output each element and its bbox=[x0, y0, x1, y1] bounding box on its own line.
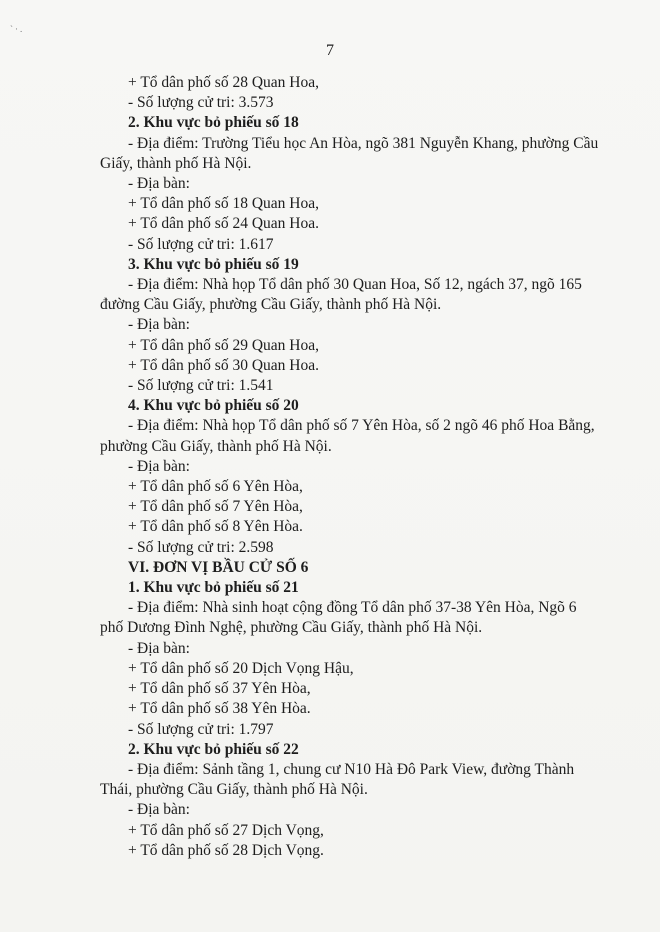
text-line-continuation: Giấy, thành phố Hà Nội. bbox=[100, 154, 252, 172]
text-line-continuation: đường Cầu Giấy, phường Cầu Giấy, thành phố Hà Nội. bbox=[100, 296, 442, 314]
text-line: - Số lượng cử tri: 2.598 bbox=[128, 538, 274, 556]
text-line: + Tổ dân phố số 29 Quan Hoa, bbox=[128, 336, 319, 354]
text-line: - Số lượng cử tri: 3.573 bbox=[128, 94, 274, 112]
text-line-continuation: phường Cầu Giấy, thành phố Hà Nội. bbox=[100, 437, 332, 455]
text-line: - Địa điểm: Trường Tiểu học An Hòa, ngõ 381 Nguyễn Khang, phường Cầu bbox=[128, 134, 599, 152]
text-line: + Tổ dân phố số 28 Quan Hoa, bbox=[128, 74, 319, 91]
text-line: + Tổ dân phố số 7 Yên Hòa, bbox=[128, 498, 303, 516]
text-line: + Tổ dân phố số 6 Yên Hòa, bbox=[128, 478, 303, 496]
text-line: + Tổ dân phố số 28 Dịch Vọng. bbox=[128, 841, 324, 859]
text-line: - Số lượng cử tri: 1.617 bbox=[128, 235, 274, 253]
text-line: - Địa bàn: bbox=[128, 175, 190, 193]
text-line: - Địa điểm: Nhà họp Tổ dân phố 30 Quan Hoa, Số 12, ngách 37, ngõ 165 bbox=[128, 276, 582, 294]
text-line: + Tổ dân phố số 24 Quan Hoa. bbox=[128, 215, 319, 233]
text-line: - Địa bàn: bbox=[128, 457, 190, 475]
scan-speck: `·. bbox=[10, 24, 25, 34]
section-heading: 1. Khu vực bỏ phiếu số 21 bbox=[128, 579, 299, 597]
text-line: + Tổ dân phố số 37 Yên Hòa, bbox=[128, 680, 311, 698]
text-line-continuation: Thái, phường Cầu Giấy, thành phố Hà Nội. bbox=[100, 781, 368, 799]
text-line: - Địa bàn: bbox=[128, 801, 190, 819]
section-heading: 4. Khu vực bỏ phiếu số 20 bbox=[128, 397, 299, 415]
text-line: - Địa điểm: Sảnh tầng 1, chung cư N10 Hà Đô Park View, đường Thành bbox=[128, 760, 575, 778]
text-line: + Tổ dân phố số 18 Quan Hoa, bbox=[128, 195, 319, 213]
text-line: - Địa điểm: Nhà sinh hoạt cộng đồng Tổ dân phố 37-38 Yên Hòa, Ngõ 6 bbox=[128, 599, 577, 617]
text-line-continuation: phố Dương Đình Nghệ, phường Cầu Giấy, thành phố Hà Nội. bbox=[100, 619, 483, 637]
text-line: - Số lượng cử tri: 1.797 bbox=[128, 720, 274, 738]
text-line: - Địa điểm: Nhà họp Tổ dân phố số 7 Yên Hòa, số 2 ngõ 46 phố Hoa Bằng, bbox=[128, 417, 595, 435]
text-line: - Địa bàn: bbox=[128, 639, 190, 657]
document-body bbox=[100, 73, 608, 861]
section-heading: 2. Khu vực bỏ phiếu số 18 bbox=[128, 114, 299, 132]
text-line: + Tổ dân phố số 8 Yên Hòa. bbox=[128, 518, 303, 536]
text-line: - Số lượng cử tri: 1.541 bbox=[128, 377, 274, 395]
text-line: + Tổ dân phố số 20 Dịch Vọng Hậu, bbox=[128, 659, 354, 677]
section-heading: VI. ĐƠN VỊ BẦU CỬ SỐ 6 bbox=[128, 558, 309, 576]
text-line: - Địa bàn: bbox=[128, 316, 190, 334]
text-line: + Tổ dân phố số 38 Yên Hòa. bbox=[128, 700, 311, 718]
text-line: + Tổ dân phố số 30 Quan Hoa. bbox=[128, 356, 319, 374]
text-line: + Tổ dân phố số 27 Dịch Vọng, bbox=[128, 821, 324, 839]
section-heading: 2. Khu vực bỏ phiếu số 22 bbox=[128, 740, 299, 758]
page-number: 7 bbox=[326, 42, 334, 59]
section-heading: 3. Khu vực bỏ phiếu số 19 bbox=[128, 255, 299, 273]
